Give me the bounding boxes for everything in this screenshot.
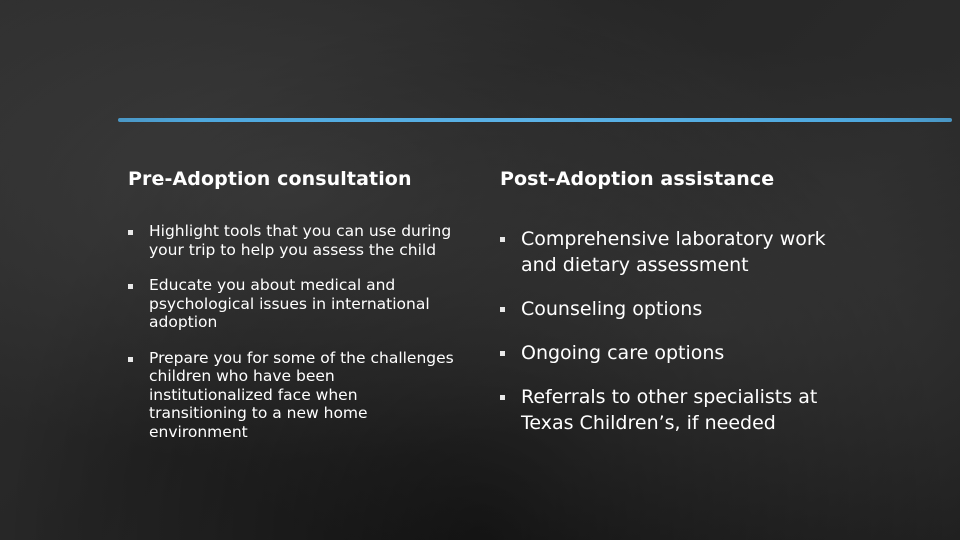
- square-bullet-icon: [128, 230, 133, 235]
- post-adoption-column: [500, 164, 830, 454]
- list-item: [500, 340, 830, 366]
- pre-adoption-list: [128, 222, 458, 441]
- list-item-text: Highlight tools that you can use during your trip to help you assess the child: [149, 222, 452, 259]
- list-item: [500, 296, 830, 322]
- post-adoption-heading: Post-Adoption assistance: [500, 168, 775, 190]
- list-item-text: Counseling options: [521, 298, 703, 320]
- list-item-text: Ongoing care options: [521, 342, 725, 364]
- square-bullet-icon: [128, 357, 133, 362]
- list-item-text: Comprehensive laboratory work and dietary assessment: [521, 228, 826, 276]
- list-item: [500, 226, 830, 278]
- list-item-text: Prepare you for some of the challenges children who have been institutionalized face when transitioning to a new home environment: [149, 348, 454, 441]
- title-underline: [118, 118, 952, 122]
- list-item: [128, 222, 458, 259]
- list-item-text: Referrals to other specialists at Texas Children’s, if needed: [521, 386, 818, 434]
- pre-adoption-column: [128, 164, 458, 458]
- square-bullet-icon: [500, 351, 505, 356]
- list-item: [500, 384, 830, 436]
- list-item: [128, 349, 458, 442]
- list-item-text: Educate you about medical and psychological issues in international adoption: [149, 276, 430, 331]
- square-bullet-icon: [500, 307, 505, 312]
- square-bullet-icon: [500, 395, 505, 400]
- pre-adoption-heading: Pre-Adoption consultation: [128, 168, 412, 190]
- list-item: [128, 276, 458, 332]
- square-bullet-icon: [500, 237, 505, 242]
- post-adoption-list: [500, 226, 830, 436]
- square-bullet-icon: [128, 284, 133, 289]
